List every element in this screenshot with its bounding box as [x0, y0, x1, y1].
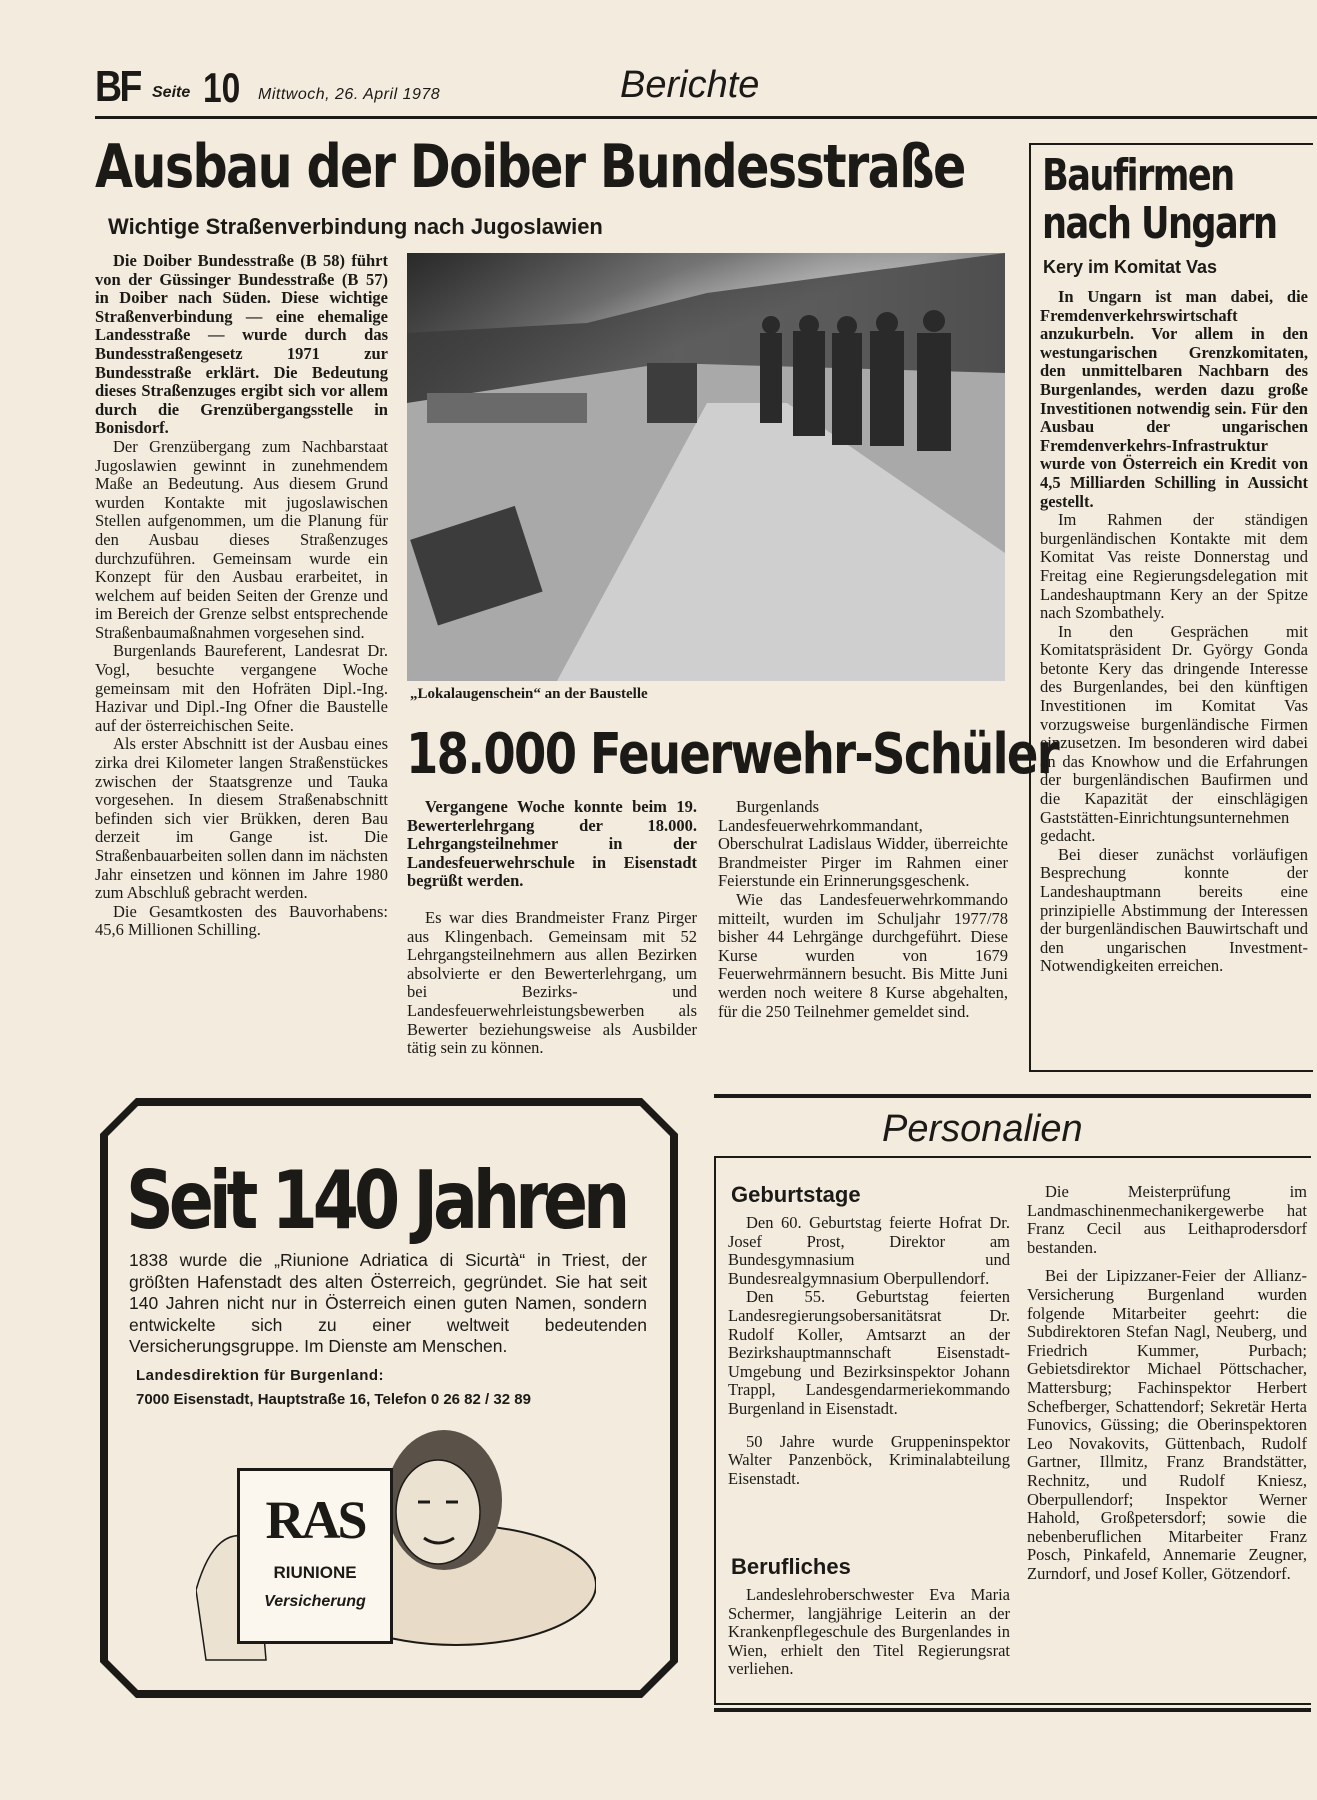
masthead-logo: BF: [95, 62, 140, 111]
ras-logo-riunione: RIUNIONE: [273, 1563, 357, 1582]
ungarn-text: [1040, 288, 1308, 976]
ungarn-subheadline: Kery im Komitat Vas: [1043, 257, 1218, 277]
ad-contact-line1: Landesdirektion für Burgenland:: [136, 1367, 385, 1384]
geburtstag-50: 50 Jahre wurde Gruppeninspektor Walter Panzenböck, Kriminalabteilung Eisenstadt.: [728, 1431, 1010, 1488]
berufliches-heading: Berufliches: [731, 1554, 851, 1579]
main-article-text: [95, 252, 388, 1072]
main-paragraph-4: Als erster Abschnitt ist der Ausbau eines zirka drei Kilometer langen Straßenstückes zwischen der Staatsgrenze und Tauka vorgesehen. In diesem Straßenabschnitt befinden sich vier Brükken, deren Bau derzeit im Gange ist. Die Straßenbauarbeiten sollen dann im nächsten Jahr einsetzen und können im Jahre 1980 zum Abschluß gebracht werden.: [95, 734, 388, 903]
feuerwehr-lead: Vergangene Woche konnte beim 19. Bewerterlehrgang der 18.000. Lehrgangsteilnehmer in der Landesfeuerwehrschule in Eisenstadt begrüßt werden.: [407, 797, 697, 891]
header-rule: [95, 116, 1317, 119]
construction-site-photo: [407, 253, 1005, 681]
feuerwehr-col2: [718, 798, 1008, 1021]
issue-date: Mittwoch, 26. April 1978: [258, 86, 441, 103]
feuerwehr-col1-text: Es war dies Brandmeister Franz Pirger aus Klingenbach. Gemeinsam mit 52 Lehrgangsteilnehmern aus allen Bezirken absolvierte er den Bewerterlehrgang, um bei Bezirks- und Landesfeuerwehrleistungsbewerben als Bewerter beziehungsweise als Ausbilder tätig sein zu können.: [407, 907, 697, 1058]
page-label: Seite: [152, 84, 191, 101]
geburtstag-60: Den 60. Geburtstag feierte Hofrat Dr. Josef Prost, Direktor am Bundesgymnasium und Bundesrealgymnasium Oberpullendorf.: [728, 1213, 1010, 1288]
feuerwehr-col2-p2: Wie das Landesfeuerwehrkommando mitteilt, wurden im Schuljahr 1977/78 bisher 44 Lehrgänge durchgeführt. Diese Kurse wurden von 1679 Feuerwehrmännern besucht. Bis Mitte Juni werden noch weitere 8 Kurse abgehalten, für die 250 Teilnehmer gemeldet sind.: [718, 889, 1008, 1021]
ras-logo-card: [237, 1468, 393, 1644]
geburtstage-heading: Geburtstage: [731, 1182, 861, 1207]
construction-site-illustration: [407, 253, 1005, 681]
feuerwehr-col2-p1: Burgenlands Landesfeuerwehrkommandant, Oberschulrat Ladislaus Widder, überreichte Brandmeister Pirger im Rahmen einer Feierstunde ein Erinnerungsgeschenk.: [718, 797, 1008, 891]
geburtstag-55: Den 55. Geburtstag feierten Landesregierungsobersanitätsrat Dr. Rudolf Koller, Amtsarzt an der Bezirkshauptmannschaft Eisenstadt-Umgebung und Bezirksinspektor Johann Trappl, Landesgendarmeriekommando Burgenland in Eisenstadt.: [728, 1287, 1010, 1418]
photo-caption: „Lokalaugenschein“ an der Baustelle: [410, 686, 648, 702]
main-paragraph-2: Der Grenzübergang zum Nachbarstaat Jugoslawien gewinnt in zunehmendem Maße an Bedeutung. Aus diesem Grund wurden Kontakte mit jugoslawischen Stellen aufgenommen, um die Planung für den Ausbau dieses Straßenzuges durchzuführen. Gemeinsam wurde ein Konzept für den Ausbau erarbeitet, in welchem auf beiden Seiten der Grenze und im Bereich der Grenze selbst entsprechende Straßenbaumaßnahmen vorgesehen sind.: [95, 436, 388, 642]
ungarn-headline-line2: nach Ungarn: [1042, 198, 1277, 249]
ad-headline: Seit 140 Jahren: [126, 1154, 626, 1247]
personalien-col2: [1027, 1183, 1307, 1583]
ungarn-lead: In Ungarn ist man dabei, die Fremdenverkehrswirtschaft anzukurbeln. Vor allem in den westungarischen Grenzkomitaten, den unmittelbaren Nachbarn des Burgenlandes, werden dazu große Investitionen notwendig sein. Für den Ausbau der ungarischen Fremdenverkehrs-Infrastruktur wurde von Österreich ein Kredit von 4,5 Milliarden Schilling in Aussicht gestellt.: [1040, 287, 1308, 511]
ras-logo-versicherung: Versicherung: [264, 1593, 366, 1610]
personalien-title: Personalien: [882, 1108, 1083, 1150]
berufliches-p3: Bei der Lipizzaner-Feier der Allianz-Versicherung Burgenland wurden folgende Mitarbeiter geehrt: die Subdirektoren Stefan Nagl, Neuberg, und Friedrich Kummer, Purbach; Gebietsdirektor Michael Pöttschacher, Mattersburg; Fachinspektor Herbert Schefberger, Schattendorf; Sekretär Herta Funovics, Güssing; die Oberinspektoren Leo Novakovits, Güttenbach, Rudolf Gartner, Illmitz, Franz Brandstätter, Rechnitz, und Rudolf Kniesz, Oberpullendorf; Inspektor Werner Hahold, Großpetersdorf; sowie die nebenberuflichen Mitarbeiter Franz Posch, Pinkafeld, Annemarie Zeugner, Zurndorf, und Josef Koller, Götzendorf.: [1027, 1266, 1307, 1583]
feuerwehr-col1: [407, 798, 697, 1058]
main-paragraph-1: Die Doiber Bundesstraße (B 58) führt von der Güssinger Bundesstraße (B 57) in Doiber nach Süden. Diese wichtige Straßenverbindung — eine ehemalige Landesstraße — wurde durch das Bundesstraßengesetz 1971 zur Bundesstraße erklärt. Die Bedeutung dieses Straßenzuges ergibt sich vor allem durch die Grenzübergangsstelle in Bonisdorf.: [95, 252, 388, 438]
ad-contact-line2: 7000 Eisenstadt, Hauptstraße 16, Telefon 0 26 82 / 32 89: [136, 1391, 531, 1408]
main-paragraph-3: Burgenlands Baureferent, Landesrat Dr. Vogl, besuchte vergangene Woche gemeinsam mit den Hofräten Dipl.-Ing. Hazivar und Dipl.-Ing Ofner die Baustelle auf der österreichischen Seite.: [95, 641, 388, 735]
berufliches-text: [728, 1586, 1010, 1679]
personalien-bottom-rule: [714, 1708, 1311, 1712]
main-headline: Ausbau der Doiber Bundesstraße: [95, 132, 965, 202]
ad-body: 1838 wurde die „Riunione Adriatica di Sicurtà“ in Triest, der größten Hafenstadt des alten Österreich, gegründet. Sie hat seit 140 Jahren nicht nur in Österreich einen guten Namen, sondern entwickelte sich zu einer weltweit bedeutenden Versicherungsgruppe. Im Dienste am Menschen.: [129, 1250, 647, 1356]
ungarn-headline-line1: Baufirmen: [1042, 150, 1234, 201]
personalien-col1: [728, 1214, 1010, 1488]
section-title: Berichte: [620, 64, 760, 106]
feuerwehr-headline: 18.000 Feuerwehr-Schüler: [406, 722, 1058, 787]
personalien-top-rule: [714, 1094, 1311, 1098]
berufliches-p1: Landeslehroberschwester Eva Maria Schermer, langjährige Leiterin an der Krankenpflegeschule des Burgenlandes in Wien, erhielt den Titel Regierungsrat verliehen.: [728, 1585, 1010, 1679]
berufliches-p2: Die Meisterprüfung im Landmaschinenmechanikergewerbe hat Franz Cecil aus Leithaprodersdorf bestanden.: [1027, 1182, 1307, 1257]
ungarn-p3: In den Gesprächen mit Komitatspräsident Dr. György Gonda betonte Kery das dringende Interesse des Burgenlandes, bei den künftigen Investitionen im Komitat Vas vorzugsweise burgenländische Firmen einzusetzen. Im besonderen wird dabei an das Knowhow und die Erfahrungen der burgenländischen Baufirmen und die Kapazität der einschlägigen Gaststätten-Einrichtungsunternehmen gedacht.: [1040, 621, 1308, 846]
ungarn-p4: Bei dieser zunächst vorläufigen Besprechung konnte der Landeshauptmann bereits eine prinzipielle Abstimmung der Interessen der burgenländischen Bauwirtschaft und den ungarischen Investment-Notwendigkeiten erreichen.: [1040, 844, 1308, 976]
page-number: 10: [203, 64, 241, 111]
ras-logo-text: RAS: [265, 1490, 365, 1550]
ungarn-p2: Im Rahmen der ständigen burgenländischen Kontakte mit dem Komitat Vas reiste Donnerstag und Freitag eine Regierungsdelegation mit Landeshauptmann Kery an der Spitze nach Szombathely.: [1040, 510, 1308, 623]
main-paragraph-5: Die Gesamtkosten des Bauvorhabens: 45,6 Millionen Schilling.: [95, 901, 388, 940]
main-subheadline: Wichtige Straßenverbindung nach Jugoslawien: [108, 214, 603, 239]
